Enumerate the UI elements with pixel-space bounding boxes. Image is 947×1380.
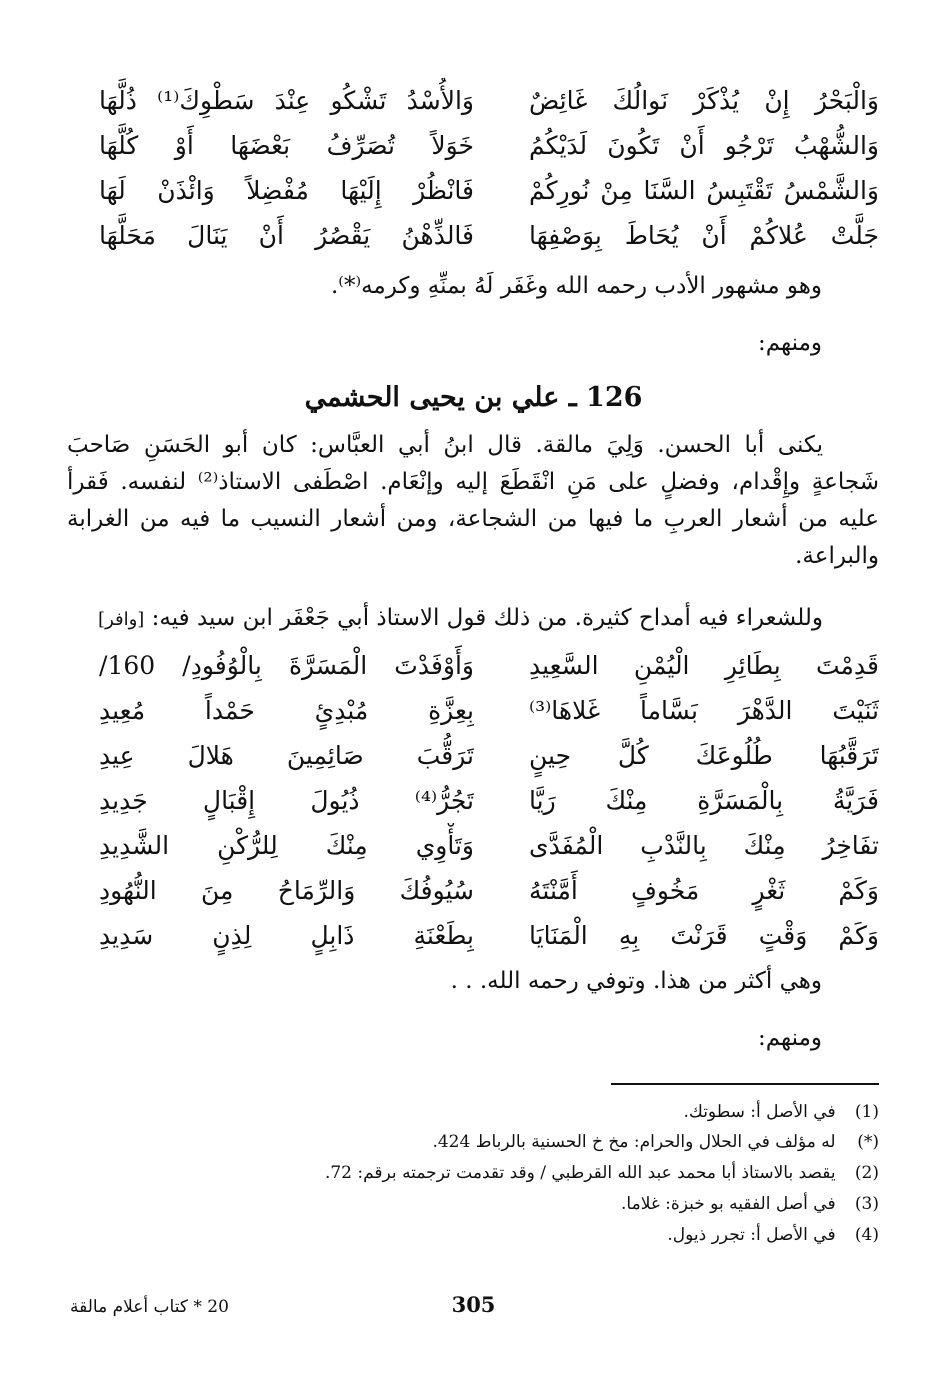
- verse-first-hemistich: جَلَّتْ عُلاكُمْ أَنْ يُحَاطَ بِوَصْفِهَا: [529, 221, 879, 250]
- verse-second-hemistich: وَالأُسْدُ تَشْكُو عِنْدَ سَطْوِكَ⁽¹⁾ ذُلَّهَا: [99, 86, 474, 115]
- verse-first-hemistich: ثَنَيْتَ الدَّهْرَ بَسَّاماً غَلاهَا⁽³⁾: [529, 696, 879, 725]
- verse-line: [99, 688, 879, 733]
- verse-first-hemistich: وَكَمْ وَقْتٍ قَرَنْتَ بِهِ الْمَنَايَا: [529, 921, 879, 950]
- meter-label: [وافر]: [98, 609, 145, 630]
- poem-2: [99, 643, 879, 958]
- poem-2-intro: [67, 600, 879, 638]
- verse-first-hemistich: قَدِمْتَ بِطَائِرِ الْيُمْنِ السَّعِيدِ: [529, 651, 879, 680]
- verse-second-hemistich: بِطَعْنَةِ ذَابِلٍ لِذِنٍ سَدِيدِ: [99, 921, 474, 950]
- minhum-label-2: ومنهم:: [757, 1025, 822, 1051]
- verse-first-hemistich: تفَاخِرُ مِنْكَ بِالنَّدْبِ الْمُفَدَّى: [529, 831, 879, 860]
- signature-line: 20 * كتاب أعلام مالقة: [70, 1297, 229, 1317]
- footnote-marker: (3): [854, 1194, 879, 1214]
- verse-line: [99, 778, 879, 823]
- poem-1: [99, 78, 879, 258]
- verse-line: [99, 643, 879, 688]
- footnote: [67, 1189, 879, 1219]
- verse-first-hemistich: فَرَيَّةُ بِالْمَسَرَّةِ مِنْكَ رَيَّا: [529, 786, 879, 815]
- verse-second-hemistich: خَوَلاً تُصَرِّفُ بَعْضَهَا أَوْ كُلَّهَا: [99, 131, 474, 160]
- page-number: 305: [451, 1292, 496, 1317]
- footnote-text: في الأصل أ: سطوتك.: [683, 1102, 836, 1122]
- verse-line: [99, 823, 879, 868]
- verse-second-hemistich: بِعِزَّةِ مُبْدِئٍ حَمْداً مُعِيدِ: [99, 696, 474, 725]
- footnote-marker: (2): [854, 1163, 879, 1183]
- verse-second-hemistich: سُيُوفُكَ وَالرِّمَاحُ مِنَ النُّهُودِ: [99, 876, 474, 905]
- footnote-text: يقصد بالاستاذ أبا محمد عبد الله القرطبي / وقد تقدمت ترجمته برقم: 72.: [324, 1163, 836, 1183]
- verse-second-hemistich: وَتَأْوِي مِنْكَ لِلرُّكْنِ الشَّدِيدِ: [99, 831, 474, 860]
- verse-line: [99, 733, 879, 778]
- poem-2-intro-text: وللشعراء فيه أمداح كثيرة. من ذلك قول الاستاذ أبي جَعْفَر ابن سيد فيه:: [151, 605, 823, 631]
- verse-second-hemistich: فَالذِّهْنُ يَقْصُرُ أَنْ يَنَالَ مَحَلَّهَا: [99, 221, 474, 250]
- minhum-label-1: ومنهم:: [757, 330, 822, 356]
- verse-line: [99, 213, 879, 258]
- verse-first-hemistich: وَكَمْ ثَغْرٍ مَخُوفٍ أَمَّنْتَهُ: [529, 876, 879, 905]
- footnote-marker: (*): [857, 1132, 879, 1152]
- biography-text: يكنى أبا الحسن. وَلِيَ مالقة. قال ابنُ أبي العبَّاس: كان أبو الحَسَنِ صَاحبَ شَجاعةٍ وإِقْدام، وفضلٍ على مَنِ انْقَطَعَ إليه وإنْعَام. اصْطَفى الاستاذ⁽²⁾ لنفسه. فَقرأ عليه من أشعار العربِ ما فيها من الشجاعة، ومن أشعار النسيب ما فيه من الغرابة والبراعة.: [67, 432, 879, 569]
- footnote-text: له مؤلف في الحلال والحرام: مخ خ الحسنية بالرباط 424.: [432, 1132, 836, 1152]
- verse-line: [99, 168, 879, 213]
- footnote-marker: (1): [854, 1102, 879, 1122]
- footnote: [67, 1127, 879, 1157]
- after-poem-2-text: وهي أكثر من هذا. وتوفي رحمه الله. . .: [450, 968, 822, 994]
- verse-second-hemistich: وَأَوْفَدْتَ الْمَسَرَّةَ بِالْوُفُودِ/ 160/: [99, 651, 474, 680]
- biography-paragraph: [67, 427, 879, 575]
- footnote: [67, 1097, 879, 1127]
- entry-heading: 126 ـ علي بن يحيى الحشمي: [304, 382, 643, 413]
- verse-second-hemistich: فَانْظُرْ إِلَيْهَا مُفْضِلاً وَائْذَنْ لَهَا: [99, 176, 474, 205]
- footnote: [67, 1158, 879, 1188]
- verse-first-hemistich: وَالشَّمْسُ تَقْتَبِسُ السَّنَا مِنْ نُورِكُمْ: [529, 176, 879, 205]
- footnote-text: في الأصل أ: تجرر ذيول.: [667, 1225, 836, 1245]
- footnote: [67, 1220, 879, 1250]
- verse-first-hemistich: تَرَقَّبُهَا طُلُوعَكَ كُلَّ حِينٍ: [529, 741, 879, 770]
- footnote-divider: [611, 1083, 879, 1085]
- verse-second-hemistich: تَرَقُّبَ صَائِمِينَ هَلالَ عِيدِ: [99, 741, 474, 770]
- footnote-text: في أصل الفقيه بو خبزة: غلاما.: [621, 1194, 836, 1214]
- after-poem-1-text: وهو مشهور الأدب رحمه الله وغَفَر لَهُ بمنِّهِ وكرمه⁽*⁾.: [330, 273, 822, 299]
- verse-first-hemistich: وَالْبَحْرُ إِنْ يُذْكَرْ نَوالُكَ غَائِضٌ: [529, 86, 879, 115]
- verse-line: [99, 913, 879, 958]
- verse-line: [99, 78, 879, 123]
- verse-line: [99, 868, 879, 913]
- verse-second-hemistich: تَجُرُّ⁽⁴⁾ ذُيُولَ إِقْبَالٍ جَدِيدِ: [99, 786, 474, 815]
- footnote-marker: (4): [854, 1225, 879, 1245]
- verse-line: [99, 123, 879, 168]
- verse-first-hemistich: وَالشُّهْبُ تَرْجُو أَنْ تَكُونَ لَدَيْكُمُ: [529, 131, 879, 160]
